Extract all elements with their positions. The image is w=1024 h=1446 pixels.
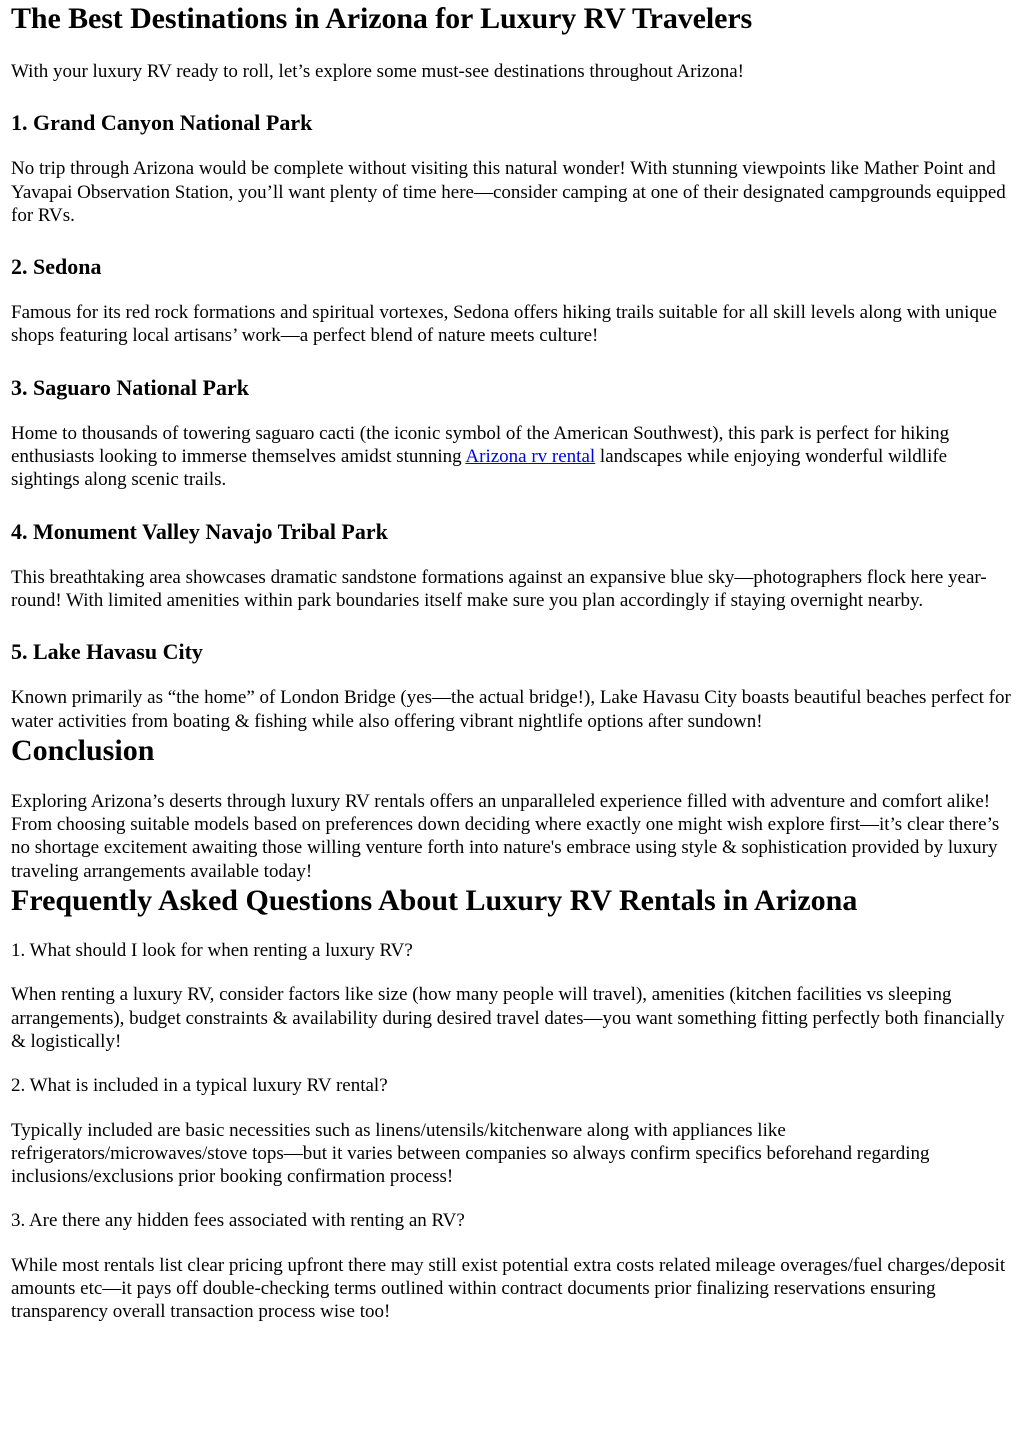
destination-text-monument-valley: This breathtaking area showcases dramatic sandstone formations against an expansive blue sky—photographers flock here year-round! With limited amenities within park boundaries itself make sure you plan accordingly if staying overnight nearby.	[11, 566, 987, 611]
faq-answer-3: While most rentals list clear pricing upfront there may still exist potential extra costs related mileage overages/fuel charges/deposit amounts etc—it pays off double-checking terms outlined within contract documents prior finalizing reservations ensuring transparency overall transaction process wise too!	[11, 1254, 1006, 1323]
destination-text-saguaro	[11, 422, 1014, 492]
faq-question-2: 2. What is included in a typical luxury RV rental?	[11, 1075, 388, 1097]
destination-heading-monument-valley: 4. Monument Valley Navajo Tribal Park	[11, 518, 388, 544]
destination-text-sedona: Famous for its red rock formations and spiritual vortexes, Sedona offers hiking trails suitable for all skill levels along with unique shops featuring local artisans’ work—a perfect blend of nature meets culture!	[11, 302, 997, 347]
faq-heading: Frequently Asked Questions About Luxury RV Rentals in Arizona	[11, 884, 858, 918]
faq-question-1: 1. What should I look for when renting a luxury RV?	[11, 940, 413, 962]
intro-paragraph: With your luxury RV ready to roll, let’s explore some must-see destinations throughout Arizona!	[11, 61, 744, 82]
arizona-rv-rental-link[interactable]: Arizona rv rental	[465, 446, 596, 468]
faq-question-3: 3. Are there any hidden fees associated with renting an RV?	[11, 1210, 465, 1232]
saguaro-text-after: landscapes while enjoying wonderful wildlife sightings along scenic trails.	[11, 446, 948, 491]
destination-heading-sedona: 2. Sedona	[11, 254, 102, 280]
destination-heading-saguaro: 3. Saguaro National Park	[11, 374, 249, 400]
page-title: The Best Destinations in Arizona for Luxury RV Travelers	[11, 2, 753, 35]
destination-heading-grand-canyon: 1. Grand Canyon National Park	[11, 110, 313, 136]
destination-text-lake-havasu: Known primarily as “the home” of London Bridge (yes—the actual bridge!), Lake Havasu City boasts beautiful beaches perfect for water activities from boating & fishing while also offering vibrant nightlife options after sundown!	[11, 687, 1011, 732]
conclusion-text: Exploring Arizona’s deserts through luxury RV rentals offers an unparalleled experience filled with adventure and comfort alike! From choosing suitable models based on preferences down deciding where exactly one might wish explore first—it’s clear there’s no shortage excitement awaiting those willing venture forth into nature's embrace using style & sophistication provided by luxury traveling arrangements available today!	[11, 790, 1000, 882]
conclusion-heading: Conclusion	[11, 733, 155, 767]
destination-heading-lake-havasu: 5. Lake Havasu City	[11, 639, 203, 665]
destination-text-grand-canyon: No trip through Arizona would be complete without visiting this natural wonder! With stunning viewpoints like Mather Point and Yavapai Observation Station, you’ll want plenty of time here—consider camping at one of their designated campgrounds equipped for RVs.	[11, 158, 1006, 226]
faq-answer-2: Typically included are basic necessities such as linens/utensils/kitchenware along with appliances like refrigerators/microwaves/stove tops—but it varies between companies so always confirm specifics beforehand regarding inclusions/exclusions prior booking confirmation process!	[11, 1119, 930, 1188]
saguaro-text-before: Home to thousands of towering saguaro cacti (the iconic symbol of the American Southwest), this park is perfect for hiking enthusiasts looking to immerse themselves amidst stunning	[11, 422, 950, 468]
faq-answer-1: When renting a luxury RV, consider factors like size (how many people will travel), amenities (kitchen facilities vs sleeping arrangements), budget constraints & availability during desired travel dates—you want something fitting perfectly both financially & logistically!	[11, 984, 1005, 1052]
